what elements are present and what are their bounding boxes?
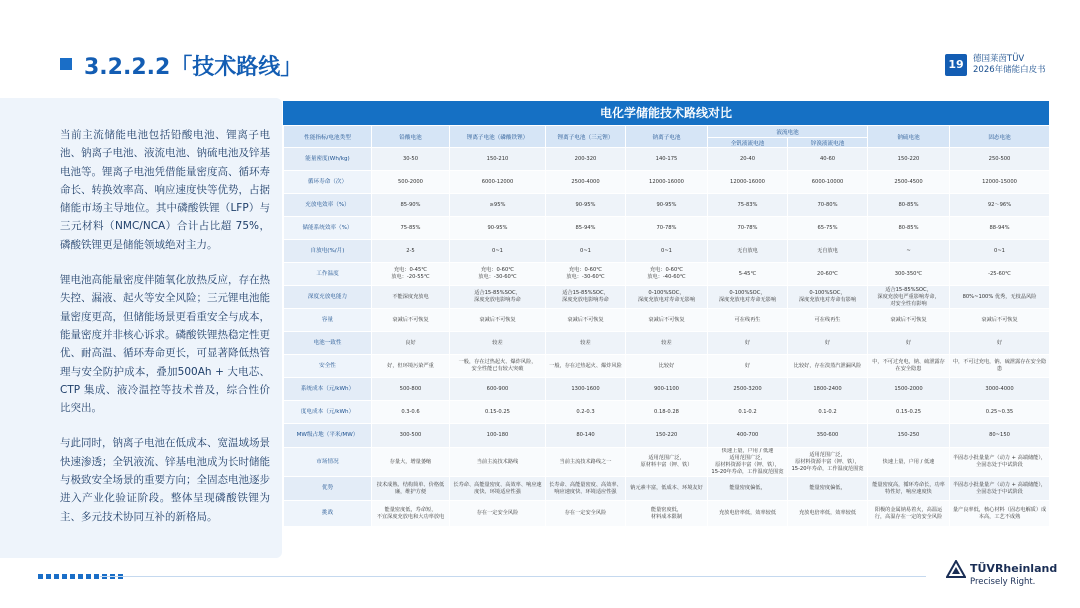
table-cell: 充电：0-60℃ 放电：-30-60℃ — [450, 263, 546, 286]
table-cell: 0-100%SOC， 深度充放电对寿命无影响 — [708, 286, 788, 309]
table-row — [284, 263, 1050, 286]
table-cell: 1500-2000 — [868, 378, 950, 401]
table-cell: 3000-4000 — [950, 378, 1050, 401]
table-cell: 0~1 — [546, 240, 626, 263]
table-cell: 80-85% — [868, 217, 950, 240]
brand-name: TÜVRheinland — [970, 562, 1058, 575]
row-label: 容量 — [284, 309, 372, 332]
table-row — [284, 378, 1050, 401]
table-cell: 250-500 — [950, 148, 1050, 171]
table-cell: 衰减后不可恢复 — [868, 309, 950, 332]
table-cell: 无自放电 — [788, 240, 868, 263]
table-cell: 1300-1600 — [546, 378, 626, 401]
table-cell: 88-94% — [950, 217, 1050, 240]
table-row — [284, 401, 1050, 424]
table-cell: 0~1 — [626, 240, 708, 263]
row-label: 优势 — [284, 477, 372, 501]
table-cell: 适用范围广泛， 原材料丰富（钾、铁） — [626, 448, 708, 477]
table-cell: 70-78% — [626, 217, 708, 240]
table-cell: 90-95% — [626, 194, 708, 217]
table-cell: 12000-15000 — [950, 171, 1050, 194]
table-cell: 存量大，增量萎缩 — [372, 448, 450, 477]
table-row — [284, 424, 1050, 448]
table-cell: 0~1 — [950, 240, 1050, 263]
table-cell: 中，不可过充电，钠、硫泄露存在安全隐患 — [868, 355, 950, 378]
table-cell: 350-600 — [788, 424, 868, 448]
table-cell: 0.3-0.6 — [372, 401, 450, 424]
table-cell: 充放电倍率低，效率较低 — [788, 501, 868, 527]
table-cell: 能量密度低， 材料成本限制 — [626, 501, 708, 527]
table-cell: 900-1100 — [626, 378, 708, 401]
header-metric: 性能指标/电池类型 — [284, 126, 372, 148]
table-cell: 衰减后不可恢复 — [950, 309, 1050, 332]
row-label: 工作温度 — [284, 263, 372, 286]
header-sodium-ion: 钠离子电池 — [626, 126, 708, 148]
table-cell: 较差 — [626, 332, 708, 355]
row-label: MW级占地（平米/MW） — [284, 424, 372, 448]
header-solid-state: 固态电池 — [950, 126, 1050, 148]
table-cell: 充电：0-60℃ 放电：-30-60℃ — [546, 263, 626, 286]
table-row — [284, 148, 1050, 171]
table-header — [284, 126, 1050, 148]
table-cell: 75-83% — [708, 194, 788, 217]
row-label: 循环寿命（次） — [284, 171, 372, 194]
table-cell: 好 — [708, 332, 788, 355]
table-cell: 1800-2400 — [788, 378, 868, 401]
table-cell: 150-210 — [450, 148, 546, 171]
table-cell: 存在一定安全风险 — [450, 501, 546, 527]
header-sodium-sulfur: 钠硫电池 — [868, 126, 950, 148]
table-cell: 可在线再生 — [708, 309, 788, 332]
table-cell: 衰减后不可恢复 — [626, 309, 708, 332]
report-label-line2: 2026年储能白皮书 — [973, 65, 1046, 75]
table-cell: 快速上量，户用 / 低速 — [868, 448, 950, 477]
intro-paragraph: 锂电池高能量密度伴随氧化放热反应，存在热失控、漏液、起火等安全风险；三元锂电池能量密度更高，但储能场景更看重安全与成本，能量密度并非核心诉求。磷酸铁锂热稳定性更优、耐高温、循环寿命更长，可显著降低热管理与安全防护成本，叠加500Ah + 大电芯、CTP 集成、液冷温控等技术普及，综合性价比突出。 — [60, 274, 270, 415]
table-row — [284, 309, 1050, 332]
header-lfp: 锂离子电池（磷酸铁锂） — [450, 126, 546, 148]
table-cell: 快速上量，户用 / 低速 适用范围广泛， 原材料资源丰富（钾、铁）， 15-20年寿命，工作温度范围宽 — [708, 448, 788, 477]
table-title: 电化学储能技术路线对比 — [283, 101, 1049, 125]
table-cell: 钠元素丰富，低成本、环境友好 — [626, 477, 708, 501]
table-cell: 长寿命、高能量密度、高效率、响应速度快、环境适应性强 — [450, 477, 546, 501]
table-cell: 20-40 — [708, 148, 788, 171]
table-cell: 80%~100% 优秀，无枝晶风险 — [950, 286, 1050, 309]
table-cell: 适合15-85%SOC， 深度充放电严重影响寿命， 对安全性有影响 — [868, 286, 950, 309]
row-label: 充放电效率（%） — [284, 194, 372, 217]
table-cell: 不能深度充放电 — [372, 286, 450, 309]
table-cell: 0-100%SOC， 深度充放电对寿命无影响 — [626, 286, 708, 309]
table-body — [284, 148, 1050, 527]
table-cell: 300-500 — [372, 424, 450, 448]
row-label: 能量密度(Wh/kg) — [284, 148, 372, 171]
table-cell: 存在一定安全风险 — [546, 501, 626, 527]
row-label: 挑战 — [284, 501, 372, 527]
table-cell: 6000-10000 — [788, 171, 868, 194]
table-cell: 0.15-0.25 — [868, 401, 950, 424]
table-cell: 衰减后不可恢复 — [450, 309, 546, 332]
table-cell: 衰减后不可恢复 — [546, 309, 626, 332]
table-cell: 能量密度高，循环寿命长，功率特性好，响应速度快 — [868, 477, 950, 501]
table-cell: 12000-16000 — [708, 171, 788, 194]
table-cell: 0.25~0.35 — [950, 401, 1050, 424]
header-lead-acid: 铅酸电池 — [372, 126, 450, 148]
table-cell: 可在线再生 — [788, 309, 868, 332]
table-cell: 5-45℃ — [708, 263, 788, 286]
tuv-logo-icon — [946, 560, 966, 578]
row-label: 深度充放电能力 — [284, 286, 372, 309]
table-cell: 90-95% — [450, 217, 546, 240]
table-cell: 90-95% — [546, 194, 626, 217]
table-cell: 2500-4500 — [868, 171, 950, 194]
table-cell: 较差 — [546, 332, 626, 355]
table-cell: 2500-3200 — [708, 378, 788, 401]
footer-divider — [100, 576, 926, 577]
table-row — [284, 501, 1050, 527]
table-cell: 半固态小批量量产（动力 + 高端储能），全固态处于中试阶段 — [950, 477, 1050, 501]
table-cell: 充电：0-45℃ 放电：-20-55℃ — [372, 263, 450, 286]
table-cell: 2500-4000 — [546, 171, 626, 194]
table-cell: 一般，存在过热起火、爆炸风险 — [546, 355, 626, 378]
table-cell: 40-60 — [788, 148, 868, 171]
table-cell: 400-700 — [708, 424, 788, 448]
table-cell: 长寿命、高能量密度、高效率、响应速度快、环境适应性强 — [546, 477, 626, 501]
table-cell: 150-220 — [868, 148, 950, 171]
table-cell: 150-220 — [626, 424, 708, 448]
table-cell: 2-5 — [372, 240, 450, 263]
table-cell: 0.1-0.2 — [708, 401, 788, 424]
row-label: 储能系统效率（%） — [284, 217, 372, 240]
table-cell: 充电：0-60℃ 放电：-40-60℃ — [626, 263, 708, 286]
table-row — [284, 332, 1050, 355]
table-cell: 600-900 — [450, 378, 546, 401]
table-cell: 0.1-0.2 — [788, 401, 868, 424]
row-label: 自放电(%/月) — [284, 240, 372, 263]
table-cell: 比较好，存在溴蒸汽泄漏风险 — [788, 355, 868, 378]
table-cell: 量产良率低，核心材料（固态电解质）成本高，工艺不成熟 — [950, 501, 1050, 527]
table-cell: 0.18-0.28 — [626, 401, 708, 424]
table-row — [284, 217, 1050, 240]
table-cell: 500-2000 — [372, 171, 450, 194]
table-cell: 好 — [788, 332, 868, 355]
table-cell: 技术成熟、结构简单、价格低廉，维护方便 — [372, 477, 450, 501]
table-cell: 80~150 — [950, 424, 1050, 448]
table-cell: 20-60℃ — [788, 263, 868, 286]
table-cell: 300-350℃ — [868, 263, 950, 286]
table-cell: 充放电倍率低，效率较低 — [708, 501, 788, 527]
table-cell: 比较好 — [626, 355, 708, 378]
table-cell: 阳极的金属钠易着火，高温运行，高温存在一定的安全风险 — [868, 501, 950, 527]
table-cell: 好 — [708, 355, 788, 378]
table-cell: 0.15-0.25 — [450, 401, 546, 424]
brand-tagline: Precisely Right. — [970, 577, 1036, 587]
table-cell: ≥95% — [450, 194, 546, 217]
table-cell: 适合15-85%SOC， 深度充放电影响寿命 — [450, 286, 546, 309]
table-cell: -25-60℃ — [950, 263, 1050, 286]
table-row — [284, 286, 1050, 309]
intro-paragraph: 与此同时，钠离子电池在低成本、宽温域场景快速渗透；全钒液流、锌基电池成为长时储能与极致安全场景的重要方向；全固态电池逐步进入产业化验证阶段。整体呈现磷酸铁锂为主、多元技术协同互补的新格局。 — [60, 437, 270, 523]
table-cell: 当前主流技术路线之一 — [546, 448, 626, 477]
row-label: 系统成本（元/kWh） — [284, 378, 372, 401]
table-cell: 良好 — [372, 332, 450, 355]
table-row — [284, 194, 1050, 217]
table-cell: 好 — [868, 332, 950, 355]
page-number-badge: 19 — [945, 54, 967, 76]
table-cell: 衰减后不可恢复 — [372, 309, 450, 332]
table-row — [284, 355, 1050, 378]
table-cell: 较差 — [450, 332, 546, 355]
table-cell: 0.2-0.3 — [546, 401, 626, 424]
table-cell: 80-85% — [868, 194, 950, 217]
row-label: 电池一致性 — [284, 332, 372, 355]
table-cell: 中，不可过充电，钠、硫泄露存在安全隐患 — [950, 355, 1050, 378]
table-row — [284, 448, 1050, 477]
table-cell: 一般，存在过热起火、爆炸风险， 安全性能已有较大突破 — [450, 355, 546, 378]
table-cell: 85-90% — [372, 194, 450, 217]
intro-paragraph: 当前主流储能电池包括铅酸电池、锂离子电池、钠离子电池、液流电池、钠硫电池及锌基电池等。锂离子电池凭借能量密度高、循环寿命长、转换效率高、响应速度快等优势，占据储能市场主导地位。其中磷酸铁锂（LFP）与三元材料（NMC/NCA）合计占比超 75%，磷酸铁锂更是储能领域绝对主力。 — [60, 129, 270, 251]
intro-text — [60, 126, 270, 543]
table-cell: 能量密度偏低， — [788, 477, 868, 501]
table-cell: 70-78% — [708, 217, 788, 240]
table-cell: 无自放电 — [708, 240, 788, 263]
table-cell: 85-94% — [546, 217, 626, 240]
table-cell: 好 — [950, 332, 1050, 355]
header-ncm: 锂离子电池（三元锂） — [546, 126, 626, 148]
table-cell: 70-80% — [788, 194, 868, 217]
table-cell: 500-800 — [372, 378, 450, 401]
report-label — [973, 54, 1046, 76]
table-cell: 150-250 — [868, 424, 950, 448]
table-cell: 好，但环境污染严重 — [372, 355, 450, 378]
table-cell: 0-100%SOC， 深度充放电对寿命有影响 — [788, 286, 868, 309]
row-label: 度电成本（元/kWh） — [284, 401, 372, 424]
table-cell: ~ — [868, 240, 950, 263]
row-label: 安全性 — [284, 355, 372, 378]
table-cell: 6000-12000 — [450, 171, 546, 194]
table-row — [284, 477, 1050, 501]
table-cell: 0~1 — [450, 240, 546, 263]
header-zinc-bromine-flow: 锌溴液流电池 — [788, 138, 868, 148]
table-cell: 200-320 — [546, 148, 626, 171]
table-cell: 92～96% — [950, 194, 1050, 217]
table-cell: 65-75% — [788, 217, 868, 240]
table-cell: 100-180 — [450, 424, 546, 448]
table-cell: 能量密度偏低， — [708, 477, 788, 501]
title-square-icon — [60, 58, 72, 70]
table-cell: 能量密度低，寿命短， 不宜深度充放电和大功率放电 — [372, 501, 450, 527]
row-label: 市场情况 — [284, 448, 372, 477]
header-flow-battery: 液流电池 — [708, 126, 868, 138]
table-cell: 半固态小批量量产（动力 + 高端储能），全固态处于中试阶段 — [950, 448, 1050, 477]
comparison-table — [283, 125, 1050, 527]
table-cell: 适合15-85%SOC， 深度充放电影响寿命 — [546, 286, 626, 309]
table-row — [284, 171, 1050, 194]
table-cell: 12000-16000 — [626, 171, 708, 194]
header-vanadium-flow: 全钒液流电池 — [708, 138, 788, 148]
table-cell: 适用范围广泛， 原材料资源丰富（钾、铁）， 15-20年寿命，工作温度范围宽 — [788, 448, 868, 477]
table-cell: 75-85% — [372, 217, 450, 240]
page-title: 3.2.2.2「技术路线」 — [84, 55, 303, 80]
report-label-line1: 德国莱茵TÜV — [973, 54, 1025, 64]
table-cell: 当前主流技术路线 — [450, 448, 546, 477]
table-cell: 140-175 — [626, 148, 708, 171]
table-row — [284, 240, 1050, 263]
table-cell: 80-140 — [546, 424, 626, 448]
table-cell: 30-50 — [372, 148, 450, 171]
